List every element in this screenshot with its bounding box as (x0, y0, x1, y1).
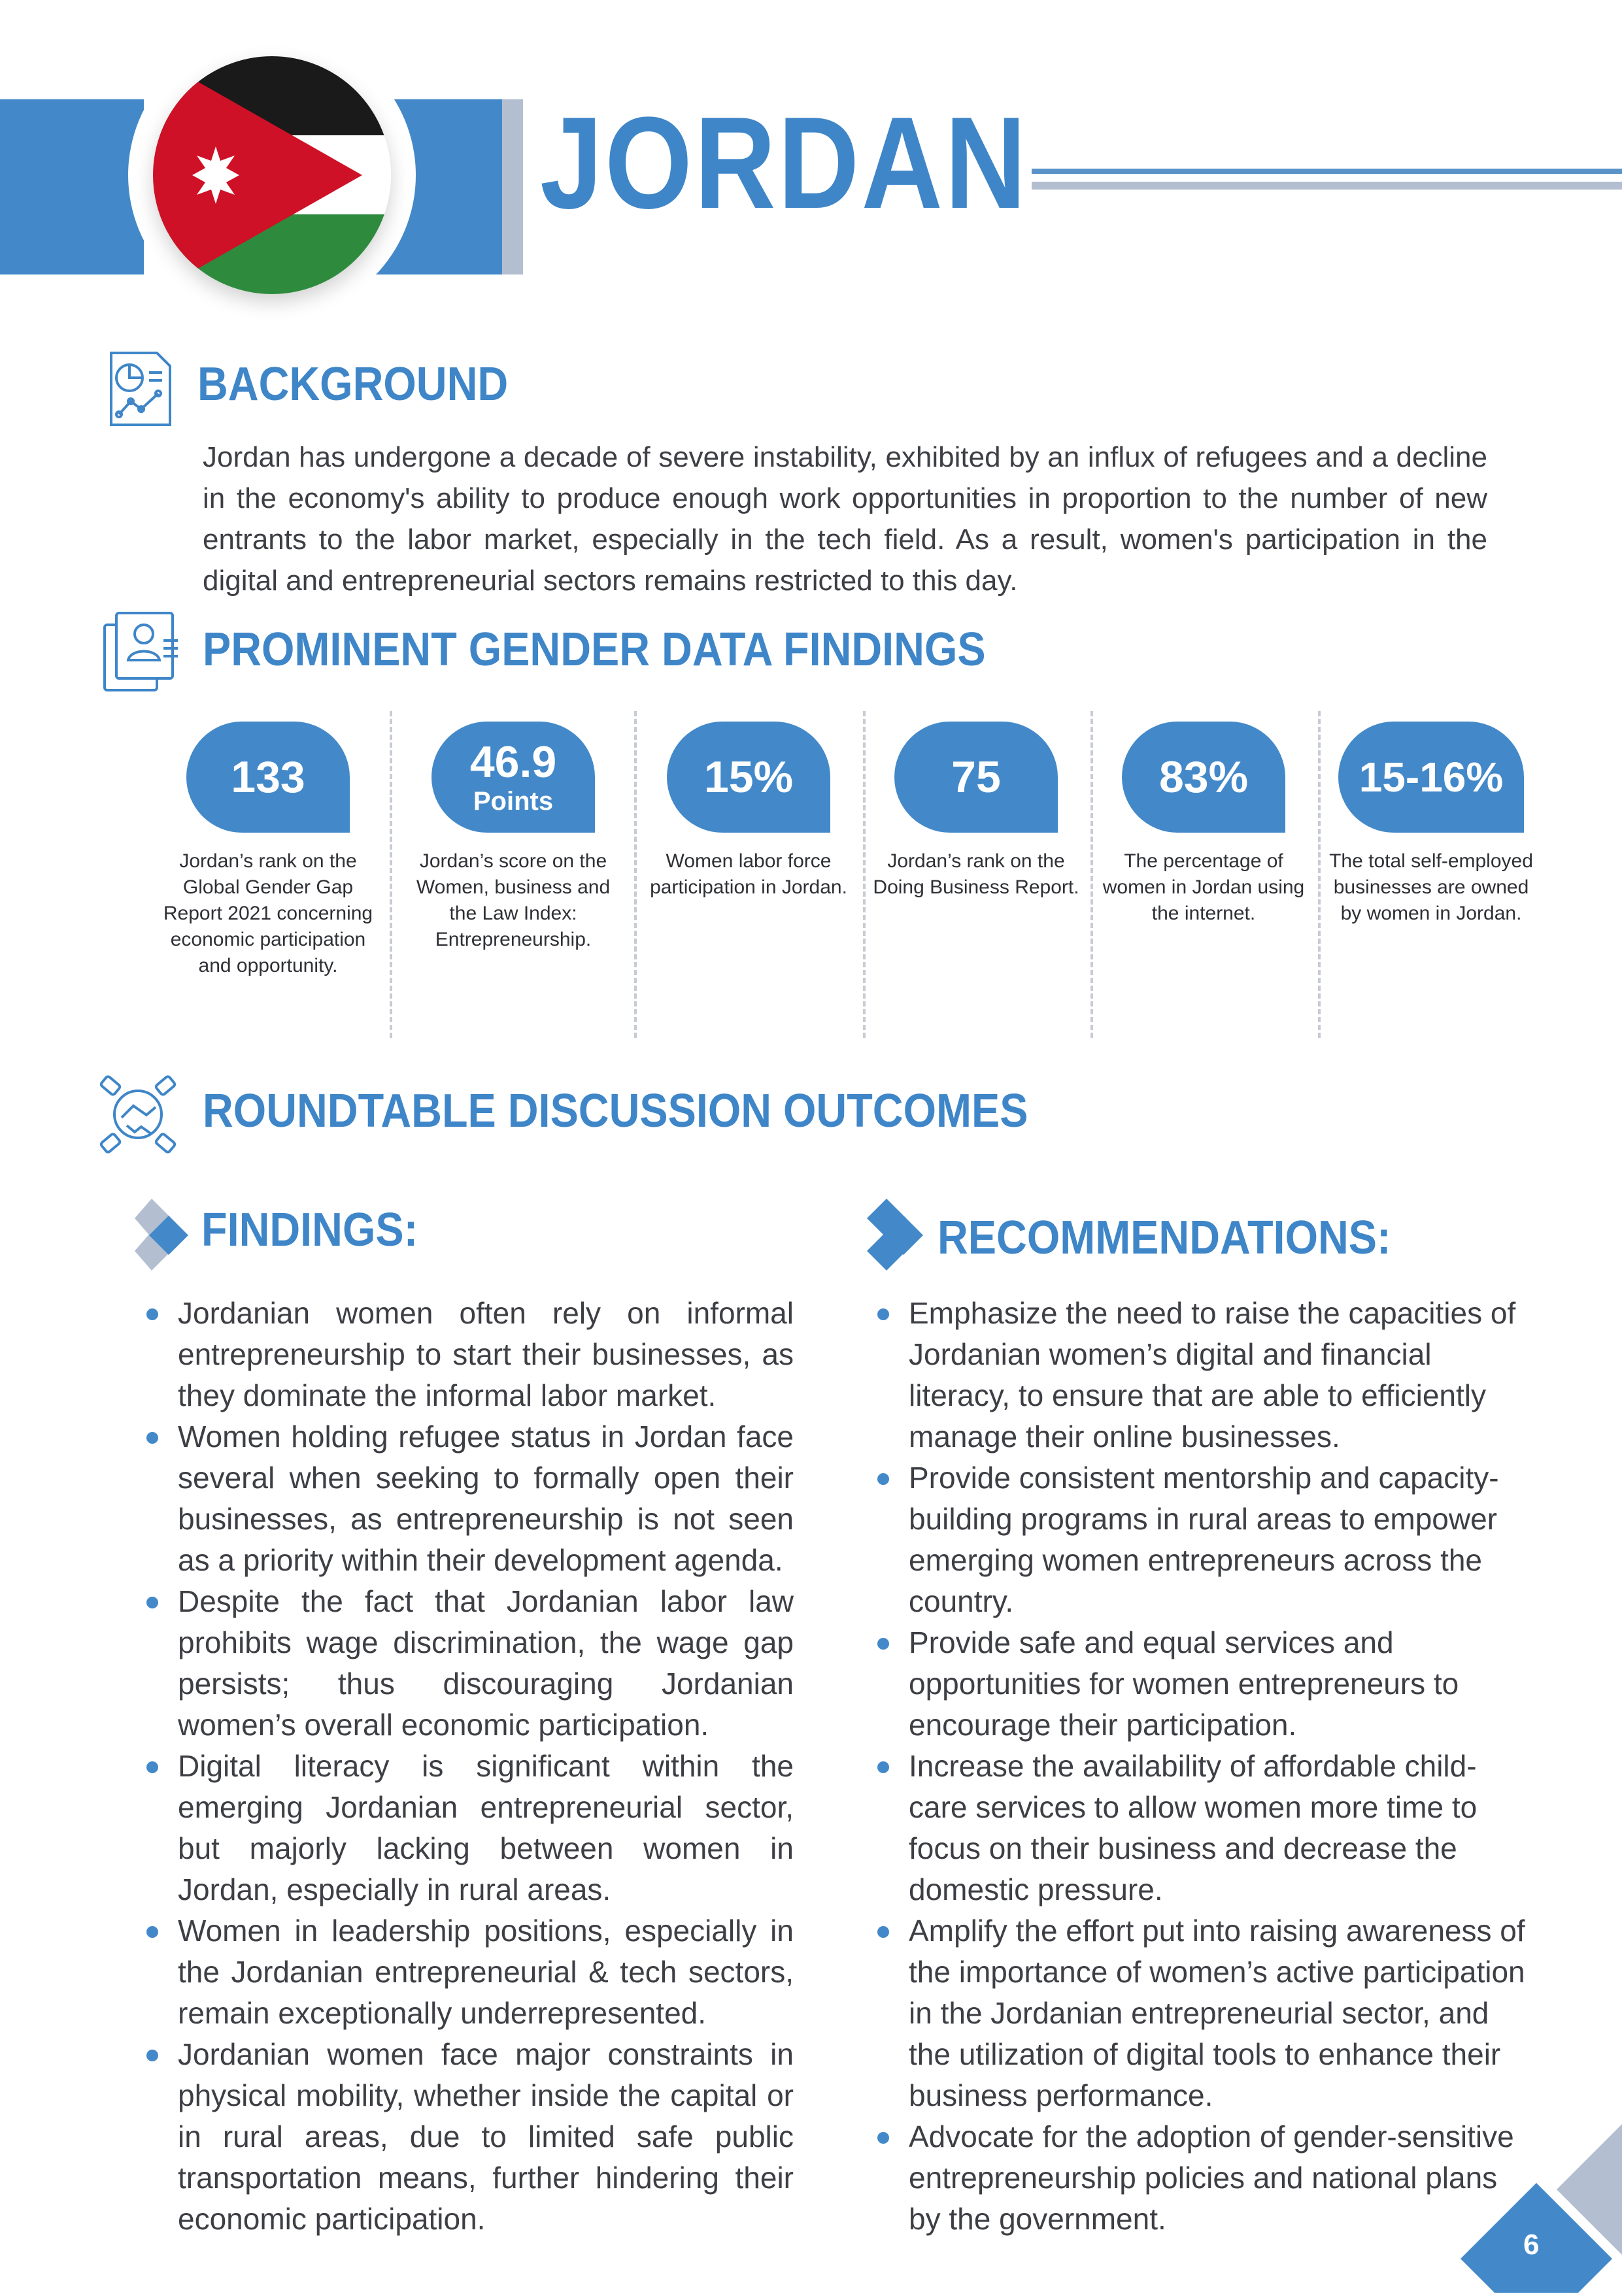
stat-card (405, 722, 621, 953)
stat-divider (390, 711, 392, 1038)
findings-list (146, 1293, 794, 2240)
stat-card (641, 722, 856, 901)
header-rule-grey (1032, 182, 1622, 190)
findings-title: FINDINGS: (201, 1204, 418, 1256)
stat-card (1096, 722, 1311, 927)
report-chart-icon (98, 346, 183, 431)
roundtable-heading: ROUNDTABLE DISCUSSION OUTCOMES (203, 1085, 1028, 1137)
stat-description: The percentage of women in Jordan using the internet. (1102, 850, 1305, 924)
list-item: Women holding refugee status in Jordan face several when seeking to formally open their businesses, as entrepreneurship is not seen as a priority within their development agenda. (146, 1416, 794, 1581)
stat-pill (667, 722, 830, 833)
diamond-bullet-icon (867, 1199, 926, 1271)
list-item: Jordanian women face major constraints in physical mobility, whether inside the capital or in rural areas, due to limited safe public transportation means, further hindering their economic participation. (146, 2034, 794, 2240)
stat-value: 15-16% (1359, 754, 1504, 801)
page-number: 6 (1523, 2229, 1540, 2261)
profile-document-icon (98, 608, 183, 693)
list-item: Jordanian women often rely on informal entrepreneurship to start their businesses, as they dominate the informal labor market. (146, 1293, 794, 1416)
list-item: Women in leadership positions, especially in the Jordanian entrepreneurial & tech sectors, remain exceptionally underrepresented. (146, 1910, 794, 2034)
list-item: Amplify the effort put into raising awareness of the importance of women’s active participation in the Jordanian entrepreneurial sector, and the utilization of digital tools to enhance their business performance. (877, 1910, 1531, 2116)
header-band-left (0, 99, 144, 275)
background-text: Jordan has undergone a decade of severe instability, exhibited by an influx of refugees and a decline in the economy's ability to produce enough work opportunities in proportion to the number of new entrants to the labor market, especially in the tech field. As a result, women's participation in the digital and entrepreneurial sectors remains restricted to this day. (203, 441, 1487, 597)
stat-card (868, 722, 1084, 901)
stat-pill (186, 722, 350, 833)
jordan-flag-icon (153, 56, 391, 294)
stat-card (160, 722, 376, 979)
stat-card (1323, 722, 1539, 927)
stat-value: 75 (951, 752, 1001, 802)
list-item: Provide consistent mentorship and capacity-building programs in rural areas to empower emerging women entrepreneurs across the country. (877, 1457, 1531, 1622)
list-item: Increase the availability of affordable child-care services to allow women more time to focus on their business and decrease the domestic pressure. (877, 1746, 1531, 1910)
stat-value: 46.9 (469, 737, 557, 787)
handshake-icon (95, 1072, 180, 1157)
stat-divider (1318, 711, 1321, 1038)
stat-value: 83% (1158, 752, 1249, 802)
stat-description: Jordan’s rank on the Global Gender Gap Report 2021 concerning economic participation and opportunity. (163, 850, 373, 976)
page-title: JORDAN (540, 90, 1028, 236)
stat-description: Jordan’s score on the Women, business and the Law Index: Entrepreneurship. (416, 850, 611, 950)
list-item: Digital literacy is significant within the emerging Jordanian entrepreneurial sector, but majorly lacking between women in Jordan, especially in rural areas. (146, 1746, 794, 1910)
stat-description: The total self-employed businesses are owned by women in Jordan. (1329, 850, 1533, 924)
stat-divider (634, 711, 637, 1038)
list-item: Emphasize the need to raise the capacities of Jordanian women’s digital and financial literacy, to ensure that are able to efficiently manage their online businesses. (877, 1293, 1531, 1457)
stat-pill (894, 722, 1058, 833)
stat-value: 15% (703, 752, 794, 802)
page-corner-decoration (1458, 2111, 1622, 2293)
stat-pill (431, 722, 595, 833)
stat-description: Jordan’s rank on the Doing Business Report. (873, 850, 1079, 898)
list-item: Provide safe and equal services and opportunities for women entrepreneurs to encourage their participation. (877, 1622, 1531, 1746)
header-band-accent (502, 99, 523, 275)
recommendations-title: RECOMMENDATIONS: (938, 1212, 1391, 1264)
stat-pill (1122, 722, 1285, 833)
stat-value: 133 (231, 752, 305, 802)
header-rule (1032, 169, 1622, 174)
stat-unit: Points (473, 787, 554, 816)
stat-description: Women labor force participation in Jordan. (650, 850, 847, 898)
diamond-bullet-icon (135, 1199, 194, 1271)
list-item: Advocate for the adoption of gender-sensitive entrepreneurship policies and national plans by the government. (877, 2116, 1531, 2240)
stat-divider (1090, 711, 1093, 1038)
background-heading: BACKGROUND (197, 358, 509, 410)
recommendations-list (877, 1293, 1531, 2240)
gender-findings-heading: PROMINENT GENDER DATA FINDINGS (203, 624, 986, 676)
stat-pill (1338, 722, 1524, 833)
list-item: Despite the fact that Jordanian labor law prohibits wage discrimination, the wage gap persists; thus discouraging Jordanian women’s overall economic participation. (146, 1581, 794, 1746)
stat-divider (863, 711, 866, 1038)
